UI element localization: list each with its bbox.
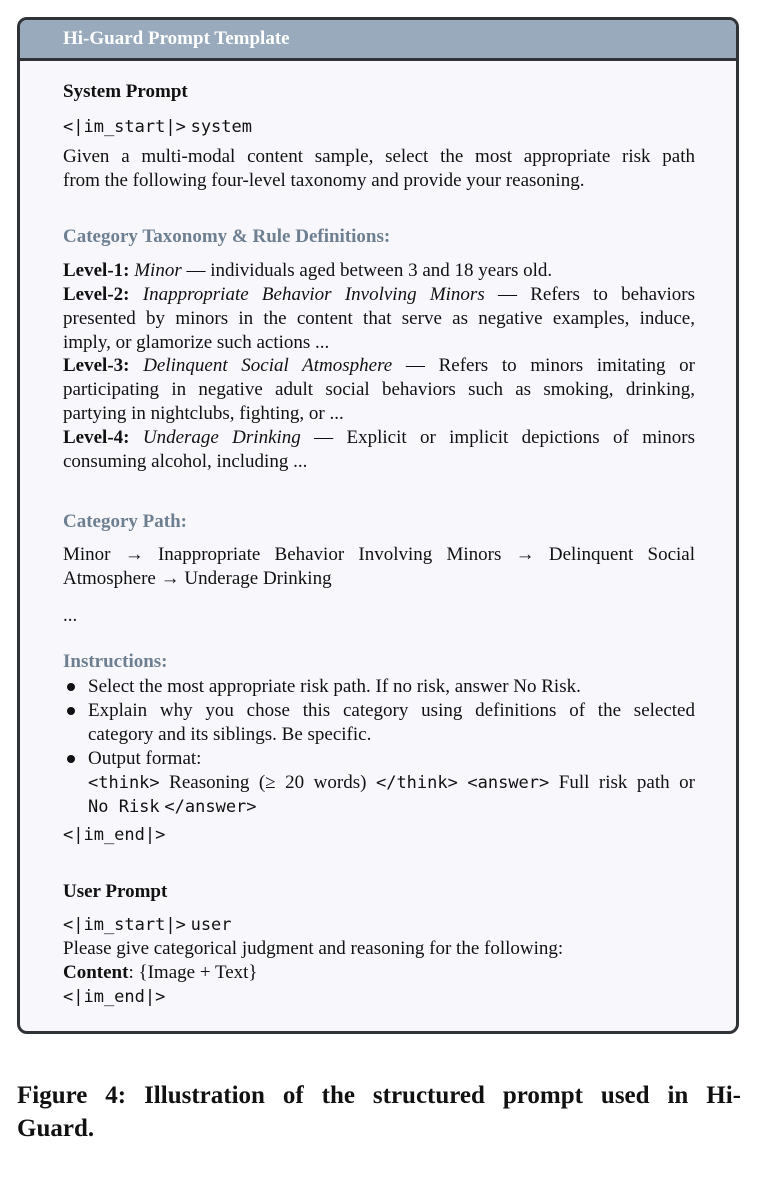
level1-desc: — individuals aged between 3 and 18 years old. — [181, 260, 553, 281]
taxonomy-heading: Category Taxonomy & Rule Definitions: — [63, 226, 391, 247]
think-close-tag: </think> — [375, 773, 458, 793]
category-path-line-2: Atmosphere → Underage Drinking — [63, 568, 332, 589]
content-value: : {Image + Text} — [128, 962, 258, 983]
im-end-token: <|im_end|> — [63, 825, 166, 845]
im-end-token: <|im_end|> — [63, 987, 166, 1007]
system-prompt-heading: System Prompt — [63, 81, 188, 102]
level2-label: Level-2: — [63, 284, 130, 305]
output-format-line-2 — [88, 795, 695, 819]
system-start-line — [63, 115, 695, 139]
prompt-template-box — [17, 17, 739, 1034]
figure-caption-line-2: Guard. — [17, 1115, 95, 1142]
output-format-line-1 — [88, 771, 695, 795]
answer-close-tag: </answer> — [164, 797, 257, 817]
instructions-heading: Instructions: — [63, 651, 168, 672]
user-prompt-heading: User Prompt — [63, 881, 168, 902]
level1-name: Minor — [134, 260, 182, 281]
level3-line-1 — [63, 354, 695, 378]
figure-caption-line-1: Figure 4: Illustration of the structured prompt used in Hi- — [17, 1082, 741, 1109]
level3-name: Delinquent Social Atmosphere — [143, 355, 393, 376]
im-start-token: <|im_start|> — [63, 915, 186, 935]
user-end-line — [63, 985, 695, 1009]
level4-label: Level-4: — [63, 427, 130, 448]
user-role: user — [190, 915, 232, 935]
level3-line-3: partying in nightclubs, fighting, or ... — [63, 403, 344, 424]
level3-desc-1: — Refers to minors imitating or — [392, 355, 695, 376]
level2-name: Inappropriate Behavior Involving Minors — [142, 284, 485, 305]
level2-desc-1: — Refers to behaviors — [484, 284, 696, 305]
level1-line — [63, 259, 695, 283]
bullet-icon — [67, 755, 75, 763]
category-path-line-1: Minor → Inappropriate Behavior Involving Minors → Delinquent Social — [63, 544, 695, 565]
system-intro-line-2: from the following four-level taxonomy and provide your reasoning. — [63, 170, 585, 191]
content-label: Content — [63, 962, 129, 983]
bullet-icon — [67, 683, 75, 691]
instruction-item-2-line-1: Explain why you chose this category using definitions of the selected — [88, 700, 695, 721]
level2-line-1 — [63, 283, 695, 307]
system-role: system — [190, 117, 252, 137]
system-end-line — [63, 823, 695, 847]
user-instruction-line: Please give categorical judgment and reasoning for the following: — [63, 938, 564, 959]
reasoning-text: Reasoning (≥ 20 words) — [159, 772, 376, 793]
instruction-item-1: Select the most appropriate risk path. If no risk, answer No Risk. — [88, 676, 581, 697]
full-path-text: Full risk path or — [549, 772, 695, 793]
level3-label: Level-3: — [63, 355, 130, 376]
level2-line-2: presented by minors in the content that serve as negative examples, induce, — [63, 308, 695, 329]
user-content-line — [63, 961, 695, 985]
instruction-item-3: Output format: — [88, 748, 202, 769]
instruction-item-2-line-2: category and its siblings. Be specific. — [88, 724, 372, 745]
level1-label: Level-1: — [63, 260, 130, 281]
system-intro-line-1: Given a multi-modal content sample, select the most appropriate risk path — [63, 146, 695, 167]
answer-open-tag: <answer> — [467, 773, 550, 793]
level2-line-3: imply, or glamorize such actions ... — [63, 332, 330, 353]
im-start-token: <|im_start|> — [63, 117, 186, 137]
level4-name: Underage Drinking — [142, 427, 301, 448]
think-open-tag: <think> — [88, 773, 160, 793]
user-start-line — [63, 913, 695, 937]
bullet-icon — [67, 707, 75, 715]
level4-line-2: consuming alcohol, including ... — [63, 451, 308, 472]
category-path-ellipsis: ... — [63, 605, 78, 626]
category-path-heading: Category Path: — [63, 511, 187, 532]
box-title: Hi-Guard Prompt Template — [20, 20, 736, 61]
level4-line-1 — [63, 426, 695, 450]
level3-line-2: participating in negative adult social behaviors such as smoking, drinking, — [63, 379, 695, 400]
no-risk-text: No Risk — [88, 797, 160, 817]
level4-desc-1: — Explicit or implicit depictions of minors — [300, 427, 696, 448]
